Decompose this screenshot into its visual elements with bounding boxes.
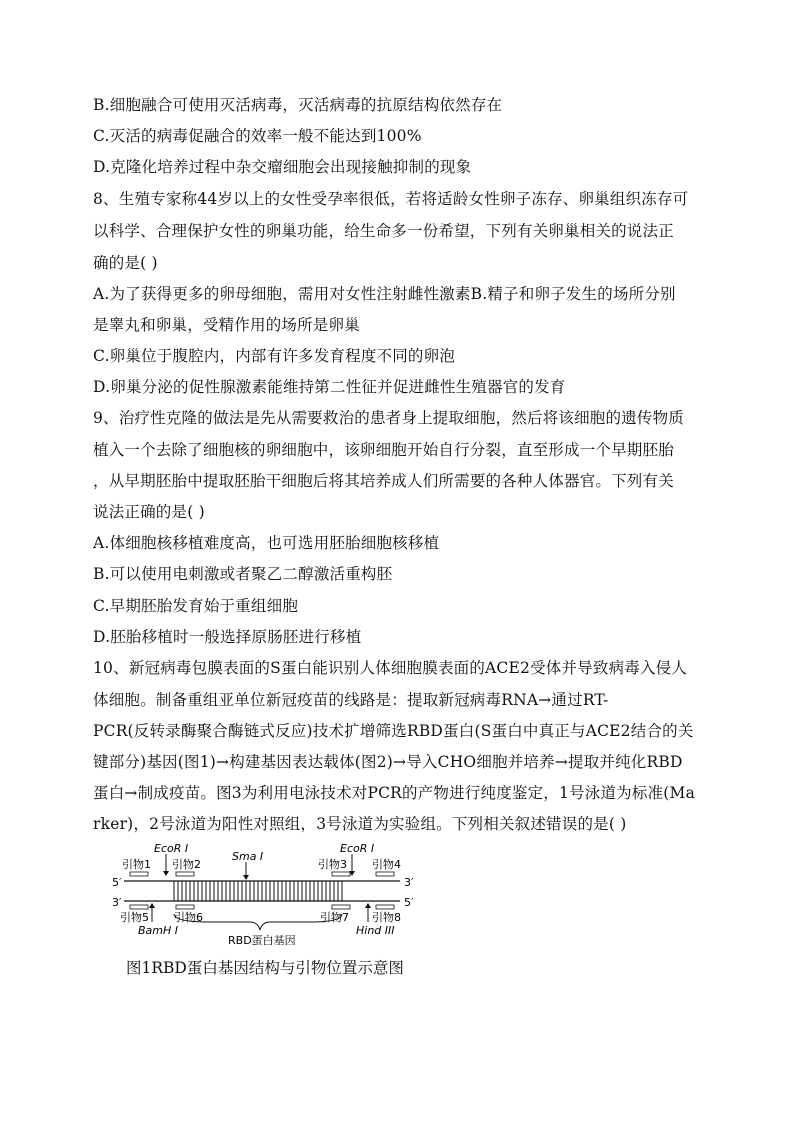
question-9-line-3: ，从早期胚胎中提取胚胎干细胞后将其培养成人们所需要的各种人体器官。下列有关: [93, 472, 674, 490]
ecori-left-label: EcoR I: [154, 842, 189, 855]
bottom-5-end: 5′: [404, 896, 414, 909]
primer2-box: [176, 872, 194, 876]
bamhi-label: BamH I: [138, 924, 179, 937]
question-9-line-4: 说法正确的是( ): [93, 503, 205, 521]
option-7c: C.灭活的病毒促融合的效率一般不能达到100%: [93, 127, 422, 145]
question-8-line-1: 8、生殖专家称44岁以上的女性受孕率很低，若将适龄女性卵子冻存、卵巢组织冻存可: [93, 190, 689, 208]
rbd-gene-diagram: [110, 840, 440, 950]
option-8a: A.为了获得更多的卵母细胞，需用对女性注射雌性激素B.精子和卵子发生的场所分别: [93, 285, 676, 303]
option-9d: D.胚胎移植时一般选择原肠胚进行移植: [93, 628, 362, 646]
ecori-right-label: EcoR I: [340, 842, 375, 855]
question-8-line-3: 确的是( ): [93, 254, 158, 272]
gene-label: RBD蛋白基因: [228, 934, 296, 947]
primer4-label: 引物4: [372, 858, 401, 871]
question-8-line-2: 以科学、合理保护女性的卵巢功能，给生命多一份希望，下列有关卵巢相关的说法正: [93, 222, 674, 240]
option-8b-cont: 是睾丸和卵巢，受精作用的场所是卵巢: [93, 316, 360, 334]
primer1-box: [130, 872, 148, 876]
question-9-line-2: 植入一个去除了细胞核的卵细胞中，该卵细胞开始自行分裂，直至形成一个早期胚胎: [93, 441, 674, 459]
question-10-line-5: 蛋白→制成疫苗。图3为利用电泳技术对PCR的产物进行纯度鉴定，1号泳道为标准(Ma: [93, 784, 696, 802]
top-5-end: 5′: [112, 876, 122, 889]
smai-label: Sma I: [232, 850, 264, 863]
option-9c: C.早期胚胎发育始于重组细胞: [93, 597, 299, 615]
primer2-label: 引物2: [172, 858, 201, 871]
primer7-box: [332, 905, 350, 909]
option-7b: B.细胞融合可使用灭活病毒，灭活病毒的抗原结构依然存在: [93, 96, 503, 114]
question-10-line-6: rker)，2号泳道为阳性对照组，3号泳道为实验组。下列相关叙述错误的是( ): [93, 815, 627, 833]
question-10-line-2: 体细胞。制备重组亚单位新冠疫苗的线路是：提取新冠病毒RNA→通过RT-: [93, 691, 609, 709]
option-8c: C.卵巢位于腹腔内，内部有许多发育程度不同的卵泡: [93, 347, 456, 365]
bottom-3-end: 3′: [112, 896, 122, 909]
question-10-line-1: 10、新冠病毒包膜表面的S蛋白能识别人体细胞膜表面的ACE2受体并导致病毒入侵人: [93, 659, 688, 677]
primer5-box: [130, 905, 148, 909]
figure-caption: 图1RBD蛋白基因结构与引物位置示意图: [126, 959, 404, 977]
question-10-line-3: PCR(反转录酶聚合酶链式反应)技术扩增筛选RBD蛋白(S蛋白中真正与ACE2结合的关: [93, 722, 694, 740]
question-10-line-4: 键部分)基因(图1)→构建基因表达载体(图2)→导入CHO细胞并培养→提取并纯化RBD: [93, 753, 683, 771]
primer7-label: 引物7: [320, 911, 349, 924]
primer4-box: [376, 872, 394, 876]
question-9-line-1: 9、治疗性克隆的做法是先从需要救治的患者身上提取细胞，然后将该细胞的遗传物质: [93, 409, 684, 427]
option-9b: B.可以使用电刺激或者聚乙二醇激活重构胚: [93, 565, 393, 583]
top-3-end: 3′: [404, 876, 414, 889]
primer6-box: [176, 905, 194, 909]
primer8-box: [376, 905, 394, 909]
base-pair-rungs: [174, 881, 342, 901]
primer3-label: 引物3: [318, 858, 347, 871]
primer8-label: 引物8: [372, 911, 401, 924]
primer5-label: 引物5: [120, 911, 149, 924]
option-7d: D.克隆化培养过程中杂交瘤细胞会出现接触抑制的现象: [93, 158, 472, 176]
option-8d: D.卵巢分泌的促性腺激素能维持第二性征并促进雌性生殖器官的发育: [93, 378, 566, 396]
hindiii-label: Hind III: [356, 924, 395, 937]
option-9a: A.体细胞核移植难度高，也可选用胚胎细胞核移植: [93, 534, 440, 552]
primer3-box: [332, 872, 350, 876]
primer1-label: 引物1: [122, 858, 151, 871]
primer6-label: 引物6: [174, 911, 203, 924]
